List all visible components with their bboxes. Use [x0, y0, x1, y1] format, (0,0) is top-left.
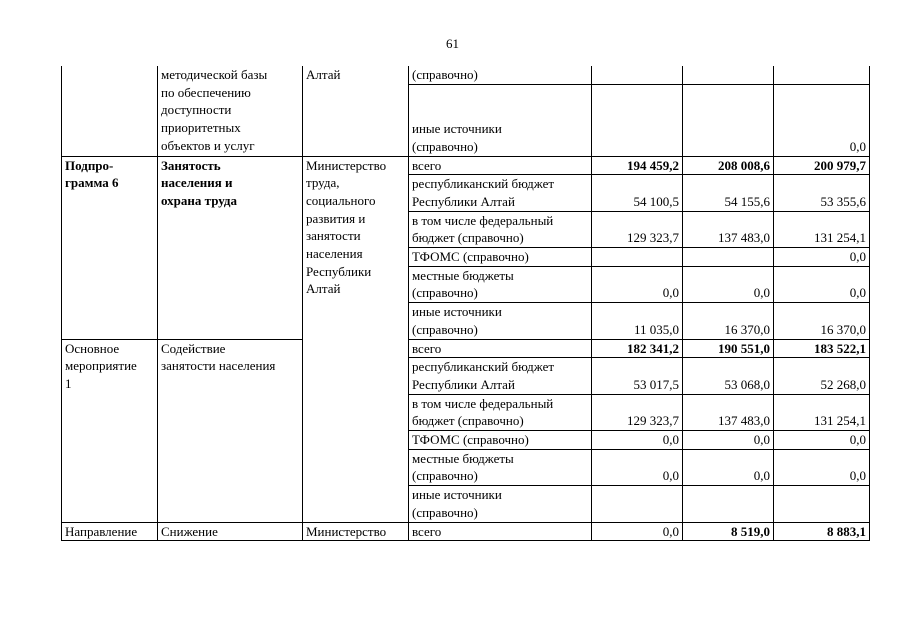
source-cell: [409, 211, 592, 247]
executor-cell-line: Алтай: [306, 281, 341, 297]
row-type-cell: [62, 66, 158, 156]
activity-name-line: Содействие: [161, 340, 226, 356]
value-cell-2: [683, 486, 774, 522]
value-cell-3: 183 522,1: [774, 339, 870, 358]
value-cell-3: 0,0: [774, 431, 870, 450]
value-cell-3: 16 370,0: [774, 303, 870, 339]
direction-label: Направление: [62, 522, 158, 541]
executor-cell-line: занятости: [306, 228, 361, 244]
name-cell-line: приоритетных: [161, 120, 241, 136]
source-cell-line: иные источники: [412, 304, 502, 320]
name-cell-line: объектов и услуг: [161, 137, 255, 153]
executor-cell-line: Республики: [306, 263, 372, 279]
subprogram-name-line: Занятость: [161, 157, 221, 173]
source-cell-line: местные бюджеты: [412, 267, 514, 283]
value-cell-3: [774, 66, 870, 84]
value-cell-3: 131 254,1: [774, 211, 870, 247]
source-cell-line: иные источники: [412, 487, 502, 503]
value-cell-1: 0,0: [592, 431, 683, 450]
value-cell-1: 53 017,5: [592, 358, 683, 394]
value-cell-2: 16 370,0: [683, 303, 774, 339]
value-cell-1: [592, 248, 683, 267]
source-cell-line: бюджет (справочно): [412, 230, 524, 246]
value-cell-1: 54 100,5: [592, 175, 683, 211]
source-cell-line: республиканский бюджет: [412, 176, 555, 192]
value-cell-1: 129 323,7: [592, 211, 683, 247]
source-cell-line: (справочно): [412, 504, 478, 520]
source-cell-line: (справочно): [412, 138, 478, 154]
source-cell: всего: [409, 522, 592, 541]
subprogram-name-line: населения и: [161, 175, 233, 191]
source-cell: [409, 248, 592, 267]
subprogram-label: [62, 156, 158, 339]
value-cell-1: [592, 84, 683, 156]
executor-cell-line: Министерство: [306, 157, 387, 173]
source-cell-line: Республики Алтай: [412, 193, 515, 209]
source-cell-line: ТФОМС (справочно): [412, 432, 529, 448]
value-cell-2: [683, 66, 774, 84]
value-cell-1: [592, 486, 683, 522]
executor-cell: Министерство: [303, 522, 409, 541]
source-cell: [409, 303, 592, 339]
source-cell: [409, 449, 592, 485]
source-cell-line: (справочно): [412, 285, 478, 301]
source-cell: [409, 431, 592, 450]
value-cell-3: 200 979,7: [774, 156, 870, 175]
value-cell-1: 182 341,2: [592, 339, 683, 358]
value-cell-1: 0,0: [592, 449, 683, 485]
executor-cell: [303, 66, 409, 156]
value-cell-2: [683, 248, 774, 267]
subprogram-label-line: грамма 6: [65, 175, 119, 191]
value-cell-1: 0,0: [592, 522, 683, 541]
value-cell-2: 190 551,0: [683, 339, 774, 358]
source-cell: [409, 486, 592, 522]
value-cell-1: [592, 66, 683, 84]
executor-cell-line: населения: [306, 246, 363, 262]
value-cell-1: 129 323,7: [592, 394, 683, 430]
source-cell-line: в том числе федеральный: [412, 212, 554, 228]
source-cell-line: (справочно): [412, 67, 478, 82]
executor-cell-line: труда,: [306, 175, 340, 191]
value-cell-2: 0,0: [683, 266, 774, 302]
source-cell: [409, 66, 592, 84]
value-cell-3: 0,0: [774, 449, 870, 485]
value-cell-2: 8 519,0: [683, 522, 774, 541]
value-cell-2: 54 155,6: [683, 175, 774, 211]
activity-name: [158, 339, 303, 522]
activity-label-line: 1: [65, 375, 72, 391]
value-cell-2: 53 068,0: [683, 358, 774, 394]
value-cell-1: 11 035,0: [592, 303, 683, 339]
value-cell-3: [774, 486, 870, 522]
executor-cell-line: социального: [306, 192, 376, 208]
source-cell: [409, 84, 592, 156]
source-cell-line: ТФОМС (справочно): [412, 249, 529, 265]
value-cell-3: 131 254,1: [774, 394, 870, 430]
source-cell-line: бюджет (справочно): [412, 413, 524, 429]
value-cell-2: [683, 84, 774, 156]
activity-name-line: занятости населения: [161, 358, 276, 374]
name-cell-line: доступности: [161, 102, 232, 118]
value-cell-2: 137 483,0: [683, 394, 774, 430]
executor-cell: [303, 156, 409, 522]
name-cell-line: методической базы: [161, 67, 268, 82]
source-cell-line: всего: [412, 340, 442, 356]
subprogram-name: [158, 156, 303, 339]
value-cell-2: 0,0: [683, 449, 774, 485]
source-cell-line: иные источники: [412, 121, 502, 137]
source-cell: [409, 175, 592, 211]
name-cell: [158, 66, 303, 156]
name-cell-line: по обеспечению: [161, 84, 251, 100]
value-cell-1: 0,0: [592, 266, 683, 302]
source-cell-line: (справочно): [412, 321, 478, 337]
page-number: 61: [446, 36, 459, 51]
value-cell-3: 0,0: [774, 266, 870, 302]
source-cell-line: Республики Алтай: [412, 376, 515, 392]
subprogram-label-line: Подпро-: [65, 157, 114, 173]
value-cell-3: 0,0: [774, 248, 870, 267]
subprogram-name-line: охрана труда: [161, 192, 238, 208]
table-row: [62, 156, 870, 175]
value-cell-3: 52 268,0: [774, 358, 870, 394]
source-cell: [409, 358, 592, 394]
value-cell-3: 53 355,6: [774, 175, 870, 211]
direction-name: Снижение: [158, 522, 303, 541]
value-cell-1: 194 459,2: [592, 156, 683, 175]
source-cell: [409, 339, 592, 358]
value-cell-3: 0,0: [774, 84, 870, 156]
activity-label-line: мероприятие: [65, 358, 137, 374]
source-cell-line: республиканский бюджет: [412, 359, 555, 375]
table-row: [62, 339, 870, 358]
executor-cell-line: развития и: [306, 210, 366, 226]
source-cell: [409, 266, 592, 302]
activity-label-line: Основное: [65, 340, 120, 356]
budget-table: [61, 66, 870, 541]
value-cell-3: 8 883,1: [774, 522, 870, 541]
source-cell-line: (справочно): [412, 468, 478, 484]
value-cell-2: 208 008,6: [683, 156, 774, 175]
source-cell: [409, 394, 592, 430]
source-cell: [409, 156, 592, 175]
value-cell-2: 137 483,0: [683, 211, 774, 247]
source-cell-line: местные бюджеты: [412, 450, 514, 466]
activity-label: [62, 339, 158, 522]
source-cell-line: всего: [412, 157, 442, 173]
table-row: [62, 522, 870, 541]
source-cell-line: в том числе федеральный: [412, 395, 554, 411]
value-cell-2: 0,0: [683, 431, 774, 450]
executor-cell-line: Алтай: [306, 67, 341, 82]
table-row: [62, 66, 870, 84]
